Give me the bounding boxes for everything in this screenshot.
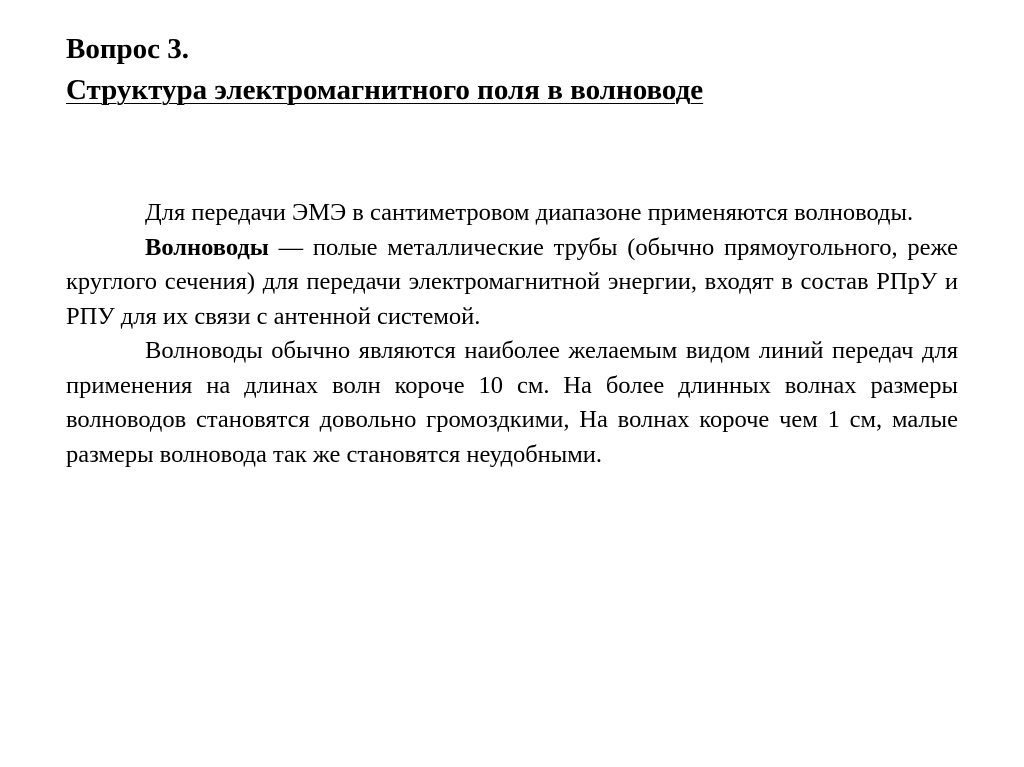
paragraph-definition: [66, 231, 958, 335]
question-title: Структура электромагнитного поля в волноводе: [66, 74, 704, 106]
definition-text: — полые металлические трубы (обычно прямоугольного, реже круглого сечения) для передачи электромагнитной энергии, входят в состав РПрУ и РПУ для их связи с антенной системой.: [66, 233, 958, 330]
body-text: [66, 196, 958, 472]
paragraph-usage: [66, 334, 958, 472]
question-number: Вопрос 3.: [66, 33, 190, 65]
definition-term: Волноводы: [145, 233, 269, 261]
paragraph-intro-text: Для передачи ЭМЭ в сантиметровом диапазоне применяются волноводы.: [145, 199, 914, 226]
paragraph-usage-text: Волноводы обычно являются наиболее желаемым видом линий передач для применения на длинах волн короче 10 см. На более длинных волнах размеры волноводов становятся довольно громоздкими, На волнах короче чем 1 см, малые размеры волновода так же становятся неудобными.: [66, 337, 958, 468]
paragraph-intro: [66, 196, 958, 231]
